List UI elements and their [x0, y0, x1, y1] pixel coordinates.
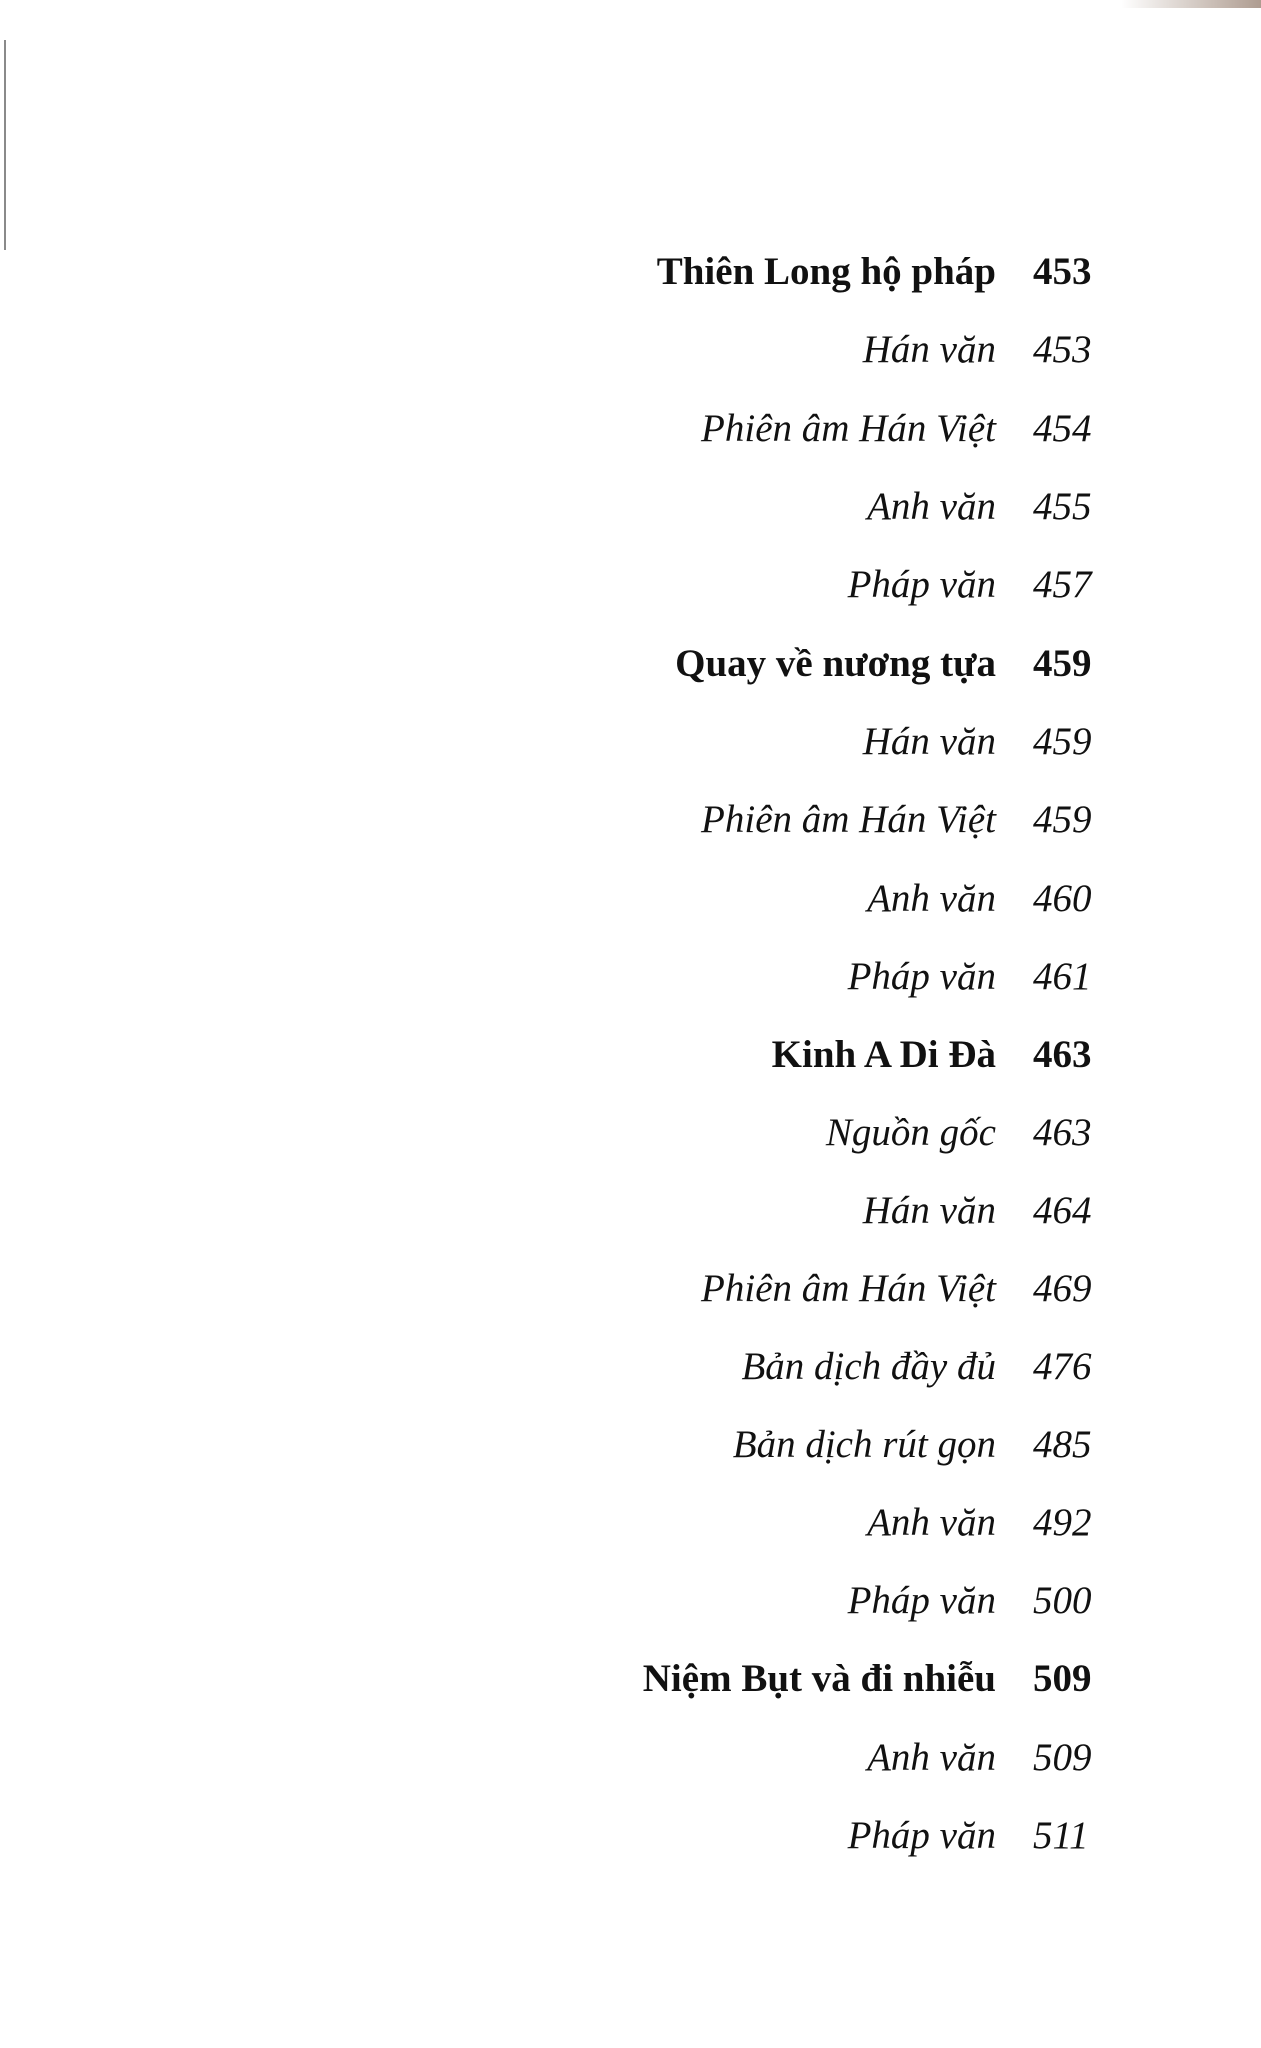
toc-entry-title: Hán văn	[862, 328, 996, 371]
toc-entry-page: 455	[1033, 485, 1092, 528]
toc-entry-title: Hán văn	[862, 720, 996, 763]
toc-entry-title: Anh văn	[867, 1501, 996, 1544]
toc-entry-page: 464	[1033, 1189, 1092, 1232]
toc-entry-title: Phiên âm Hán Việt	[701, 407, 996, 450]
toc-entry	[0, 1732, 1261, 1792]
toc-entry-title: Phiên âm Hán Việt	[701, 798, 996, 841]
page-edge-line	[4, 40, 6, 250]
toc-entry-page: 457	[1033, 563, 1092, 606]
toc-entry-page: 509	[1033, 1657, 1092, 1700]
toc-entry-page: 463	[1033, 1111, 1092, 1154]
toc-entry	[0, 1341, 1261, 1401]
toc-entry-title: Thiên Long hộ pháp	[656, 250, 996, 293]
toc-entry-page: 476	[1033, 1345, 1092, 1388]
toc-entry	[0, 951, 1261, 1011]
toc-entry-title: Pháp văn	[847, 563, 996, 606]
toc-entry-page: 485	[1033, 1423, 1092, 1466]
toc-entry-title: Anh văn	[867, 485, 996, 528]
toc-entry	[0, 481, 1261, 541]
toc-entry	[0, 1653, 1261, 1713]
toc-entry	[0, 1810, 1261, 1870]
toc-entry-page: 459	[1033, 642, 1092, 685]
toc-entry-page: 463	[1033, 1033, 1092, 1076]
toc-entry	[0, 1107, 1261, 1167]
toc-entry-page: 469	[1033, 1267, 1092, 1310]
toc-entry-title: Kinh A Di Đà	[771, 1033, 996, 1076]
toc-entry-page: 459	[1033, 720, 1092, 763]
toc-entry-title: Anh văn	[867, 1736, 996, 1779]
toc-entry-title: Anh văn	[867, 877, 996, 920]
toc-entry	[0, 324, 1261, 384]
toc-entry-title: Phiên âm Hán Việt	[701, 1267, 996, 1310]
toc-entry-title: Pháp văn	[847, 1814, 996, 1857]
toc-entry-page: 454	[1033, 407, 1092, 450]
toc-entry-title: Bản dịch đầy đủ	[741, 1345, 996, 1388]
toc-entry-page: 461	[1033, 955, 1092, 998]
toc-entry	[0, 559, 1261, 619]
toc-entry	[0, 1185, 1261, 1245]
toc-entry-title: Pháp văn	[847, 1579, 996, 1622]
toc-entry-page: 459	[1033, 798, 1092, 841]
toc-entry	[0, 1263, 1261, 1323]
toc-entry	[0, 1575, 1261, 1635]
page-corner-shadow	[1121, 0, 1261, 8]
toc-entry	[0, 403, 1261, 463]
toc-entry-page: 509	[1033, 1736, 1092, 1779]
toc-entry	[0, 1029, 1261, 1089]
toc-entry	[0, 1497, 1261, 1557]
toc-entry-page: 460	[1033, 877, 1092, 920]
toc-entry	[0, 638, 1261, 698]
toc-entry-title: Quay về nương tựa	[675, 642, 996, 685]
toc-entry-title: Bản dịch rút gọn	[732, 1423, 996, 1466]
toc-entry-title: Nguồn gốc	[825, 1111, 996, 1154]
toc-entry-page: 492	[1033, 1501, 1092, 1544]
toc-entry-page: 453	[1033, 250, 1092, 293]
toc-entry	[0, 716, 1261, 776]
toc-entry	[0, 1419, 1261, 1479]
toc-entry-title: Hán văn	[862, 1189, 996, 1232]
toc-entry-page: 511	[1033, 1814, 1089, 1857]
toc-entry	[0, 246, 1261, 306]
toc-entry	[0, 794, 1261, 854]
toc-entry-title: Pháp văn	[847, 955, 996, 998]
toc-entry-page: 453	[1033, 328, 1092, 371]
toc-entry	[0, 873, 1261, 933]
toc-entry-page: 500	[1033, 1579, 1092, 1622]
toc-entry-title: Niệm Bụt và đi nhiễu	[642, 1657, 996, 1700]
